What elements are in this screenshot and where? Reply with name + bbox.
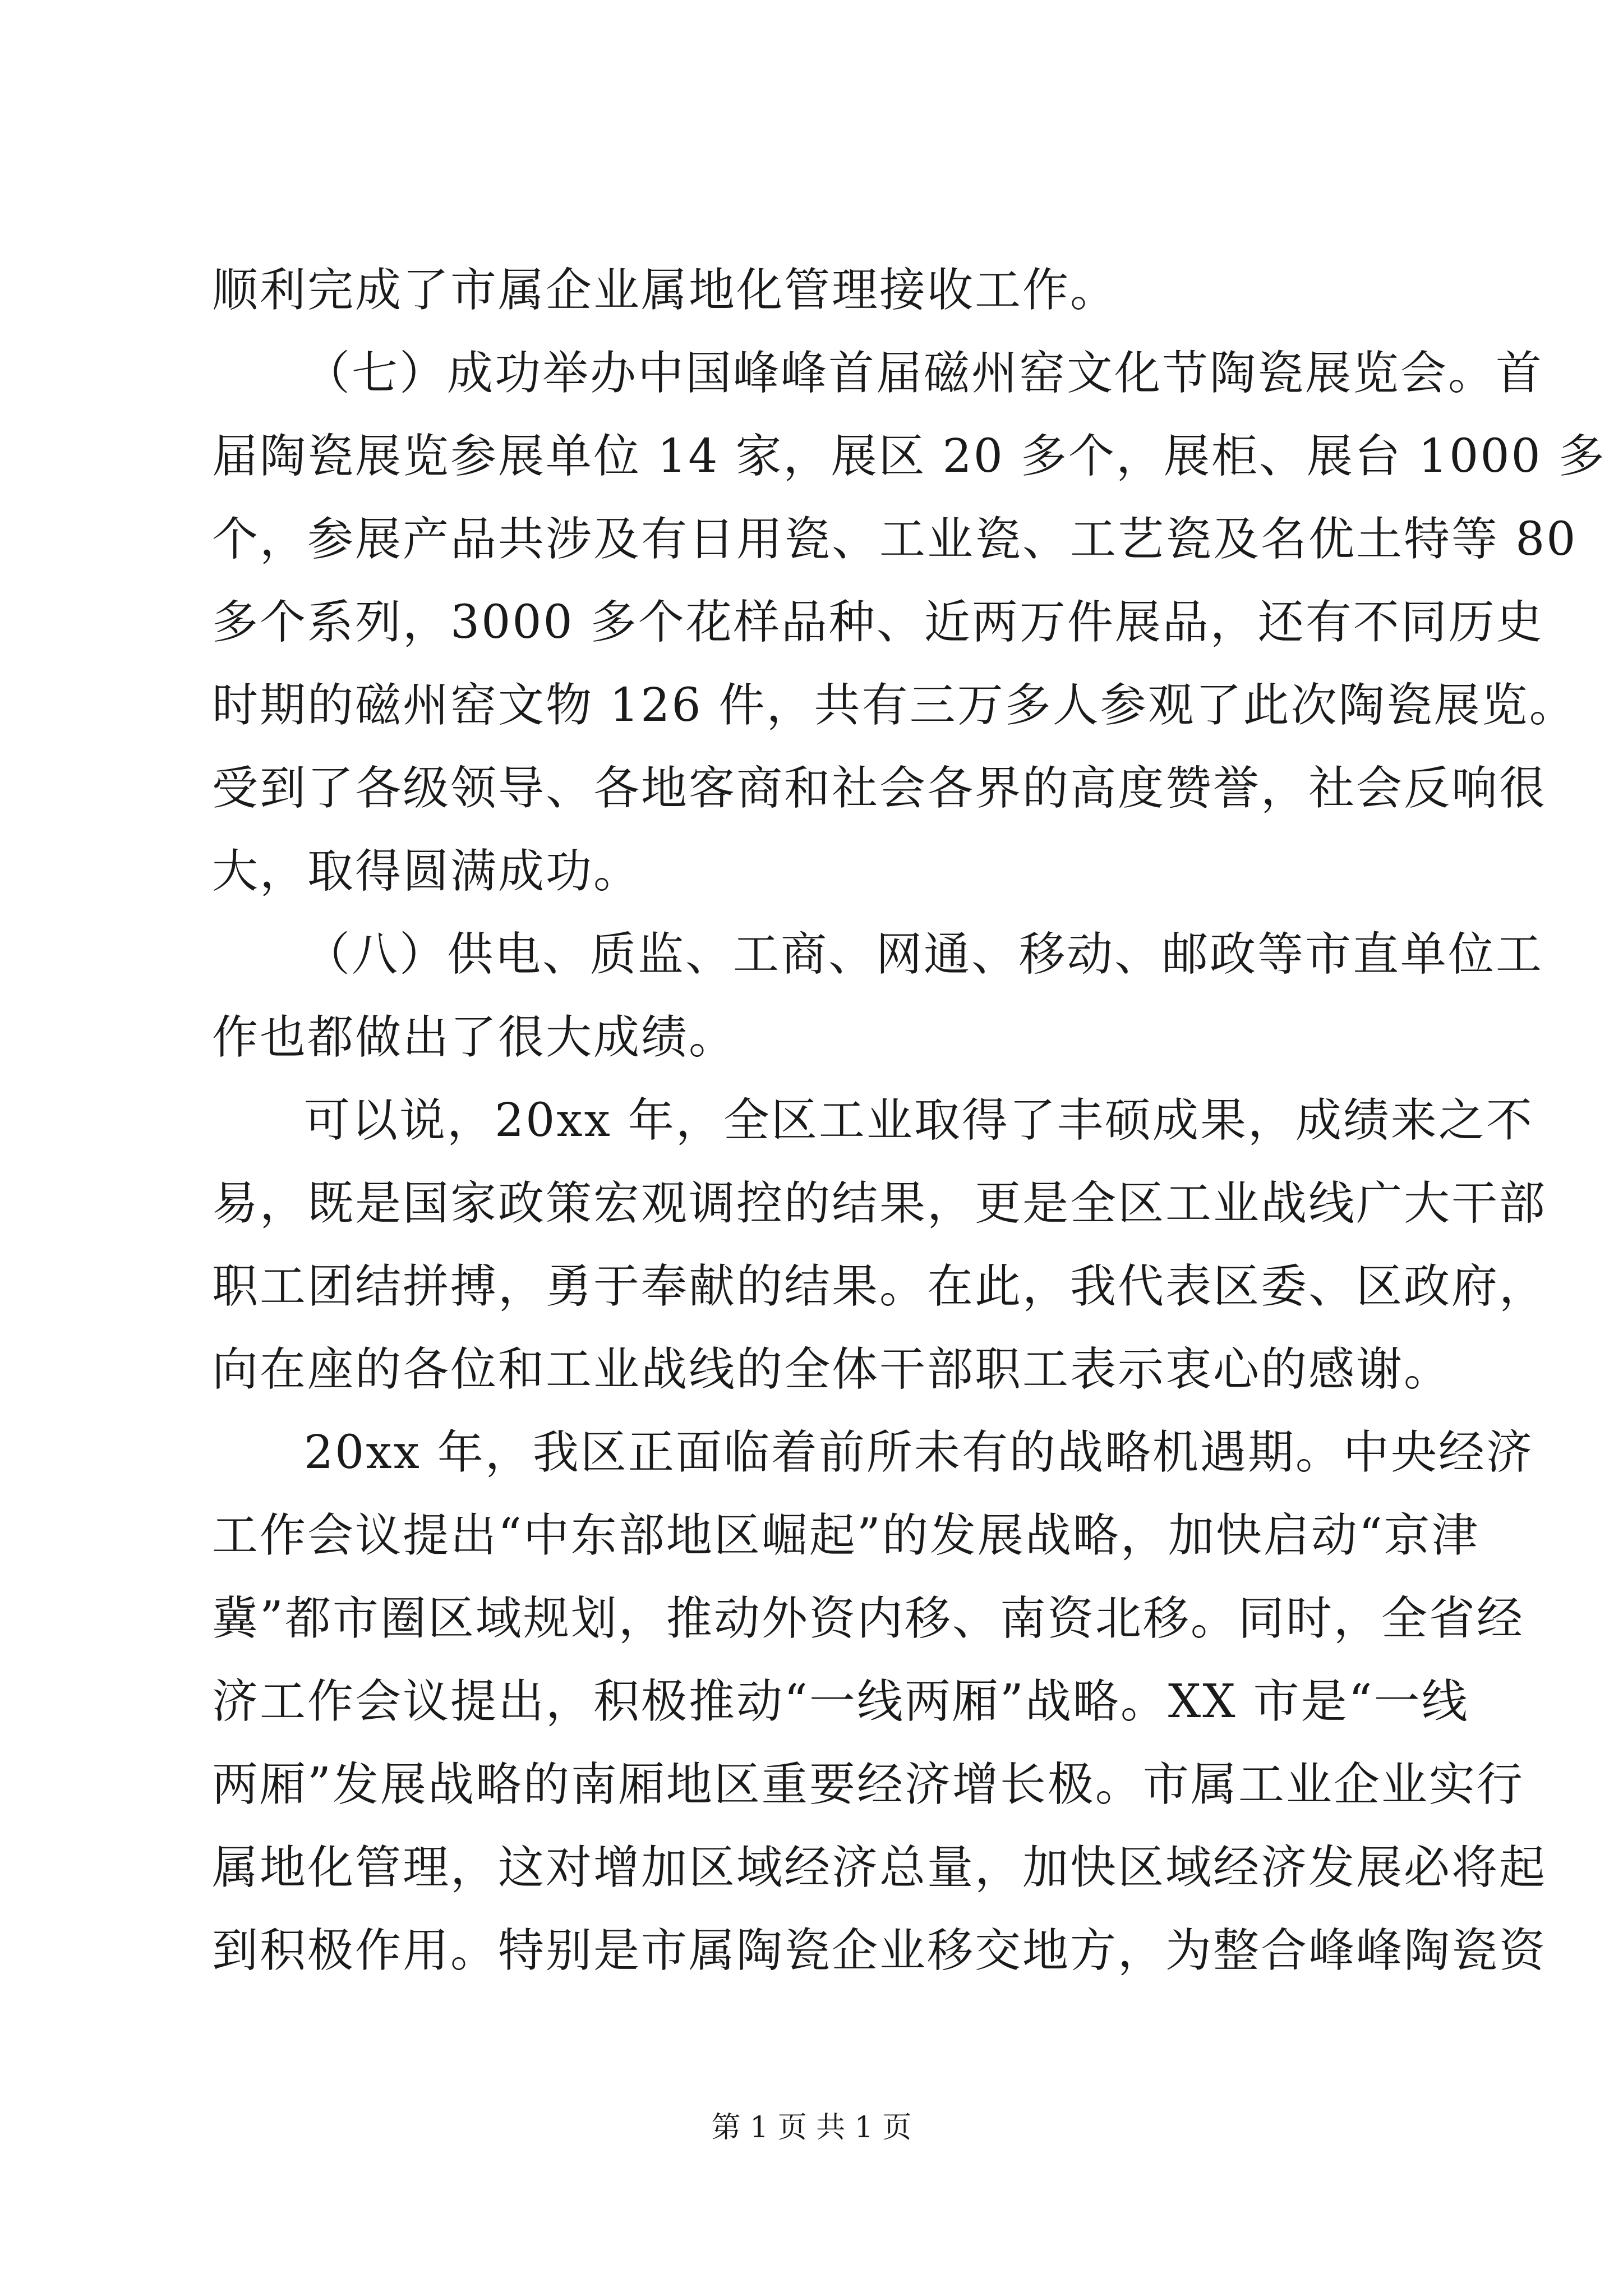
text-line: 可以说，20xx 年，全区工业取得了丰硕成果，成绩来之不 (304, 1094, 1534, 1147)
text-line: （七）成功举办中国峰峰首届磁州窑文化节陶瓷展览会。首 (304, 347, 1544, 400)
text-line: 20xx 年，我区正面临着前所未有的战略机遇期。中央经济 (304, 1426, 1534, 1479)
text-line: （八）供电、质监、工商、网通、移动、邮政等市直单位工 (304, 928, 1544, 981)
text-line: 时期的磁州窑文物 126 件，共有三万多人参观了此次陶瓷展览。 (212, 679, 1577, 732)
text-line: 两厢”发展战略的南厢地区重要经济增长极。市属工业企业实行 (212, 1758, 1524, 1811)
text-line: 多个系列，3000 多个花样品种、近两万件展品，还有不同历史 (212, 596, 1544, 649)
text-line: 向在座的各位和工业战线的全体干部职工表示衷心的感谢。 (212, 1343, 1452, 1396)
text-line: 属地化管理，这对增加区域经济总量，加快区域经济发展必将起 (212, 1841, 1547, 1894)
text-line: 个，参展产品共涉及有日用瓷、工业瓷、工艺瓷及名优土特等 80 (212, 513, 1578, 566)
text-line: 职工团结拼搏，勇于奉献的结果。在此，我代表区委、区政府， (212, 1260, 1547, 1313)
text-line: 工作会议提出“中东部地区崛起”的发展战略，加快启动“京津 (212, 1509, 1479, 1562)
text-line: 大，取得圆满成功。 (212, 845, 642, 898)
text-line: 冀”都市圈区域规划，推动外资内移、南资北移。同时，全省经 (212, 1592, 1524, 1645)
text-line: 顺利完成了市属企业属地化管理接收工作。 (212, 264, 1118, 317)
text-line: 受到了各级领导、各地客商和社会各界的高度赞誉，社会反响很 (212, 762, 1547, 815)
text-line: 易，既是国家政策宏观调控的结果，更是全区工业战线广大干部 (212, 1177, 1547, 1230)
text-line: 济工作会议提出，积极推动“一线两厢”战略。XX 市是“一线 (212, 1675, 1469, 1728)
text-line: 届陶瓷展览参展单位 14 家，展区 20 多个，展柜、展台 1000 多 (212, 430, 1606, 483)
page-footer: 第 1 页 共 1 页 (711, 2111, 912, 2145)
text-line: 作也都做出了很大成绩。 (212, 1011, 737, 1064)
text-line: 到积极作用。特别是市属陶瓷企业移交地方，为整合峰峰陶瓷资 (212, 1924, 1547, 1977)
